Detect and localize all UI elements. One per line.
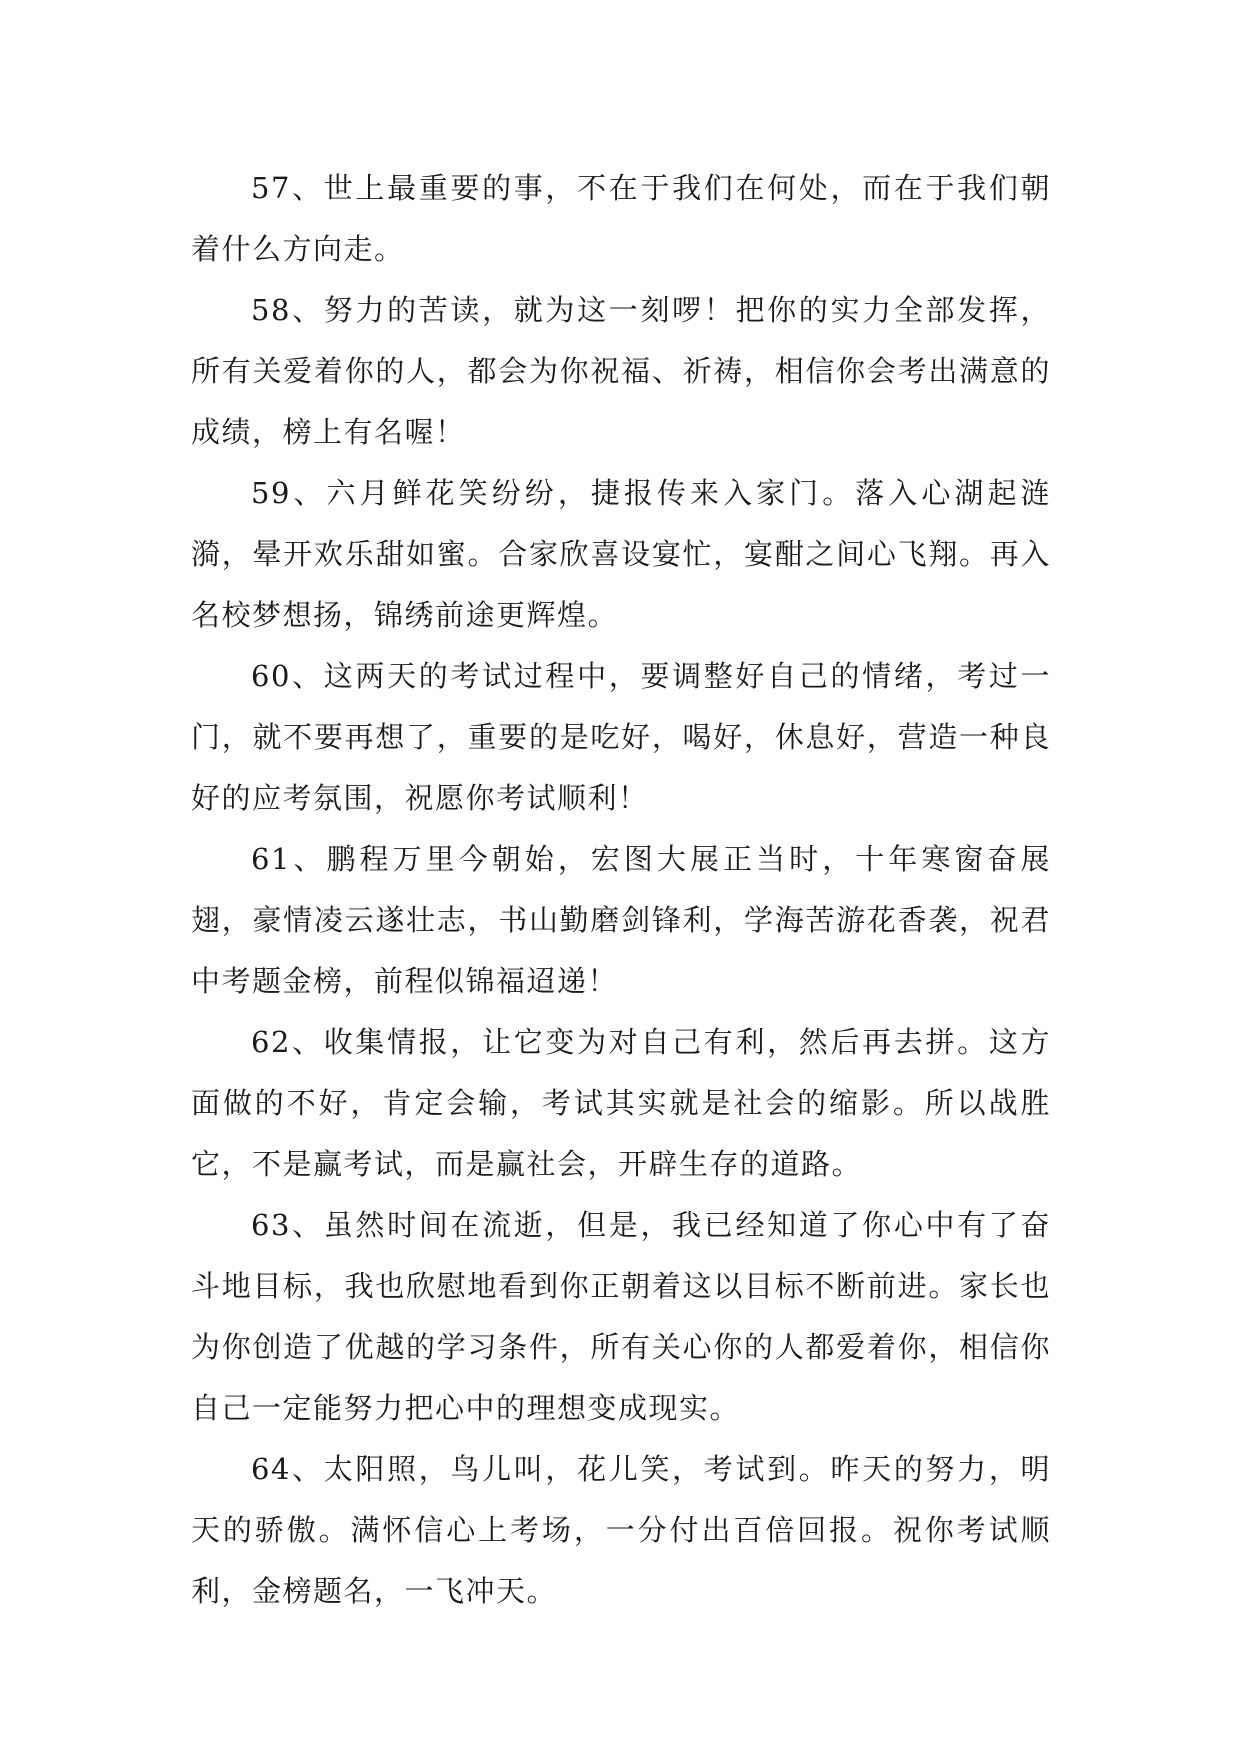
- paragraph-58: 58、努力的苦读，就为这一刻啰！把你的实力全部发挥，所有关爱着你的人，都会为你祝福、祈祷，相信你会考出满意的成绩，榜上有名喔！: [191, 293, 1051, 449]
- paragraph-57: 57、世上最重要的事，不在于我们在何处，而在于我们朝着什么方向走。: [191, 171, 1051, 266]
- paragraph-63: 63、虽然时间在流逝，但是，我已经知道了你心中有了奋斗地目标，我也欣慰地看到你正朝着这以目标不断前进。家长也为你创造了优越的学习条件，所有关心你的人都爱着你，相信你自己一定能努力把心中的理想变成现实。: [191, 1208, 1051, 1425]
- paragraph-59: 59、六月鲜花笑纷纷，捷报传来入家门。落入心湖起涟漪，晕开欢乐甜如蜜。合家欣喜设宴忙，宴酣之间心飞翔。再入名校梦想扬，锦绣前途更辉煌。: [191, 476, 1051, 632]
- paragraph-62: 62、收集情报，让它变为对自己有利，然后再去拼。这方面做的不好，肯定会输，考试其实就是社会的缩影。所以战胜它，不是赢考试，而是赢社会，开辟生存的道路。: [191, 1025, 1051, 1181]
- paragraph-64: 64、太阳照，鸟儿叫，花儿笑，考试到。昨天的努力，明天的骄傲。满怀信心上考场，一分付出百倍回报。祝你考试顺利，金榜题名，一飞冲天。: [191, 1452, 1051, 1608]
- paragraph-60: 60、这两天的考试过程中，要调整好自己的情绪，考过一门，就不要再想了，重要的是吃好，喝好，休息好，营造一种良好的应考氛围，祝愿你考试顺利！: [191, 659, 1051, 815]
- paragraph-61: 61、鹏程万里今朝始，宏图大展正当时，十年寒窗奋展翅，豪情凌云遂壮志，书山勤磨剑锋利，学海苦游花香袭，祝君中考题金榜，前程似锦福迢递！: [191, 842, 1051, 998]
- document-body: [191, 158, 1051, 1622]
